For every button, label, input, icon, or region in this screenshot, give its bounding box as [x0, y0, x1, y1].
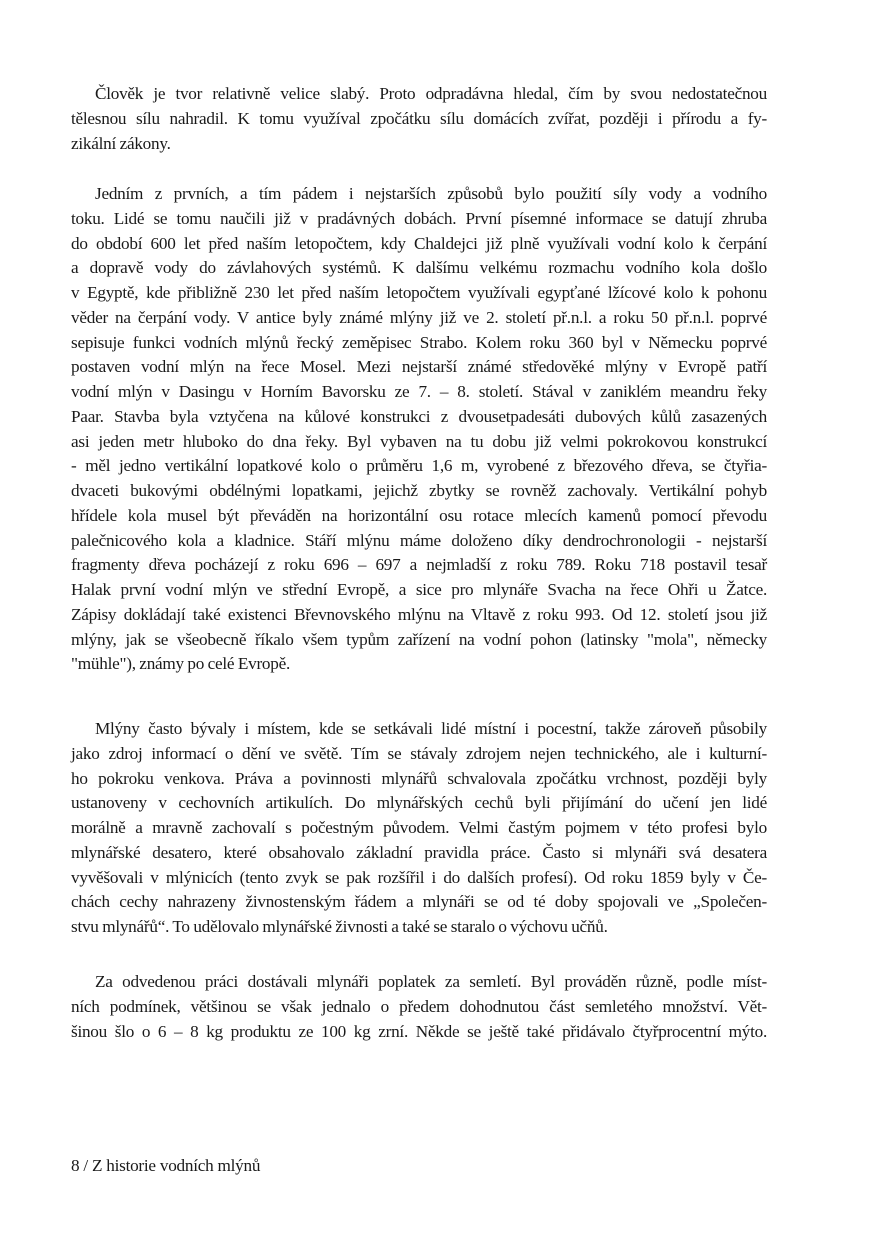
text-line: mlynářské desatero, které obsahovalo základní pravidla práce. Často si mlynáři svá desatera [71, 842, 767, 862]
paragraph-mills-social-role [71, 717, 767, 940]
text-line: ho pokroku venkova. Práva a povinnosti mlynářů schvalovala zpočátku vrchnost, později byly [71, 768, 767, 788]
paragraph-intro [71, 82, 767, 156]
paragraph-milling-fee [71, 970, 767, 1044]
text-line: věder na čerpání vody. V antice byly známé mlýny již ve 2. století př.n.l. a roku 50 př.n.l. poprvé [71, 307, 767, 327]
text-line: vodní mlýn v Dasingu v Horním Bavorsku ze 7. – 8. století. Stával v zaniklém meandru řeky [71, 382, 767, 401]
page-footer: 8 / Z historie vodních mlýnů [71, 1156, 261, 1175]
text-line: Mlýny často bývaly i místem, kde se setkávali lidé místní i pocestní, takže zároveň působily [95, 719, 767, 738]
text-line: do období 600 let před naším letopočtem, kdy Chaldejci již plně využívali vodní kolo k čerpání [71, 233, 767, 253]
text-line: morálně a mravně zachovalí s počestným původem. Velmi častým pojmem v této profesi bylo [71, 818, 767, 837]
text-line: vyvěšovali v mlýnicích (tento zvyk se pak rozšířil i do dalších profesí). Od roku 1859 byly v Če- [71, 867, 767, 887]
text-line: Halak první vodní mlýn ve střední Evropě, a sice pro mlynáře Svacha na řece Ohři u Žatce. [71, 580, 767, 599]
text-line: tělesnou sílu nahradil. K tomu využíval zpočátku sílu domácích zvířat, později i přírodu a fy- [71, 108, 767, 128]
text-line: ustanoveny v cechovních artikulích. Do mlynářských cechů byli přijímání do učení jen lidé [71, 793, 767, 813]
text-line: jako zdroj informací o dění ve světě. Tím se stávaly zdrojem nejen technického, ale i kulturní- [71, 743, 767, 763]
text-line: sepisuje funkci vodních mlýnů řecký zeměpisec Strabo. Kolem roku 360 byl v Německu poprvé [71, 332, 767, 352]
text-line: Člověk je tvor relativně velice slabý. Proto odpradávna hledal, čím by svou nedostatečnou [95, 84, 767, 103]
text-line: Paar. Stavba byla vztyčena na kůlové konstrukci z dvousetpadesáti dubových kůlů zasazených [71, 406, 767, 426]
text-line: v Egyptě, kde přibližně 230 let před naším letopočtem využívali egypťané lžícové kolo k pohonu [71, 283, 767, 302]
text-line: a dopravě vody do závlahových systémů. K dalšímu velkému rozmachu vodního kola došlo [71, 258, 767, 278]
text-line: toku. Lidé se tomu naučili již v pradávných dobách. První písemné informace se datují zhruba [71, 208, 767, 228]
text-line: hřídele kola musel být převáděn na horizontální osu rotace mlecích kamenů pomocí převodu [71, 505, 767, 525]
text-line: ních podmínek, většinou se však jednalo o předem dohodnutou část semletého množství. Vět- [71, 996, 767, 1016]
text-line: fragmenty dřeva pocházejí z roku 696 – 697 a nejmladší z roku 789. Roku 718 postavil tesař [71, 555, 767, 575]
text-line: Jedním z prvních, a tím pádem i nejstarších způsobů bylo použití síly vody a vodního [95, 184, 767, 203]
text-line: Zápisy dokládají také existenci Břevnovského mlýnu na Vltavě z roku 993. Od 12. století jsou již [71, 604, 767, 624]
text-line: mlýny, jak se všeobecně říkalo všem typům zařízení na vodní pohon (latinsky "mola", německy [71, 629, 767, 649]
text-line: "mühle"), známy po celé Evropě. [71, 654, 291, 674]
text-line: asi jeden metr hluboko do dna řeky. Byl vybaven na tu dobu již velmi pokrokovou konstrukcí [71, 431, 767, 451]
text-line: - měl jedno vertikální lopatkové kolo o průměru 1,6 m, vyrobené z březového dřeva, se čtyřia- [71, 456, 767, 476]
text-line: zikální zákony. [71, 133, 171, 153]
text-line: chách cechy nahrazeny živnostenským řádem a mlynáři se od té doby spojovali ve „Společen- [71, 892, 767, 912]
text-line: dvaceti bukovými obdélnými lopatkami, jejichž zbytky se rovněž zachovaly. Vertikální pohyb [71, 481, 767, 500]
text-line: postaven vodní mlýn na řece Mosel. Mezi nejstarší známé středověké mlýny v Evropě patří [71, 357, 767, 377]
text-line: stvu mlynářů“. To udělovalo mlynářské živnosti a také se staralo o výchovu učňů. [71, 917, 608, 936]
text-line: Za odvedenou práci dostávali mlynáři poplatek za semletí. Byl prováděn různě, podle míst- [95, 972, 767, 991]
text-line: šinou šlo o 6 – 8 kg produktu ze 100 kg zrní. Někde se ještě také přidávalo čtyřprocentní mýto. [71, 1021, 767, 1041]
text-line: palečnicového kola a kladnice. Stáří mlýnu máme doloženo díky dendrochronologii - nejstarší [71, 530, 767, 550]
paragraph-water-power-history [71, 182, 767, 677]
